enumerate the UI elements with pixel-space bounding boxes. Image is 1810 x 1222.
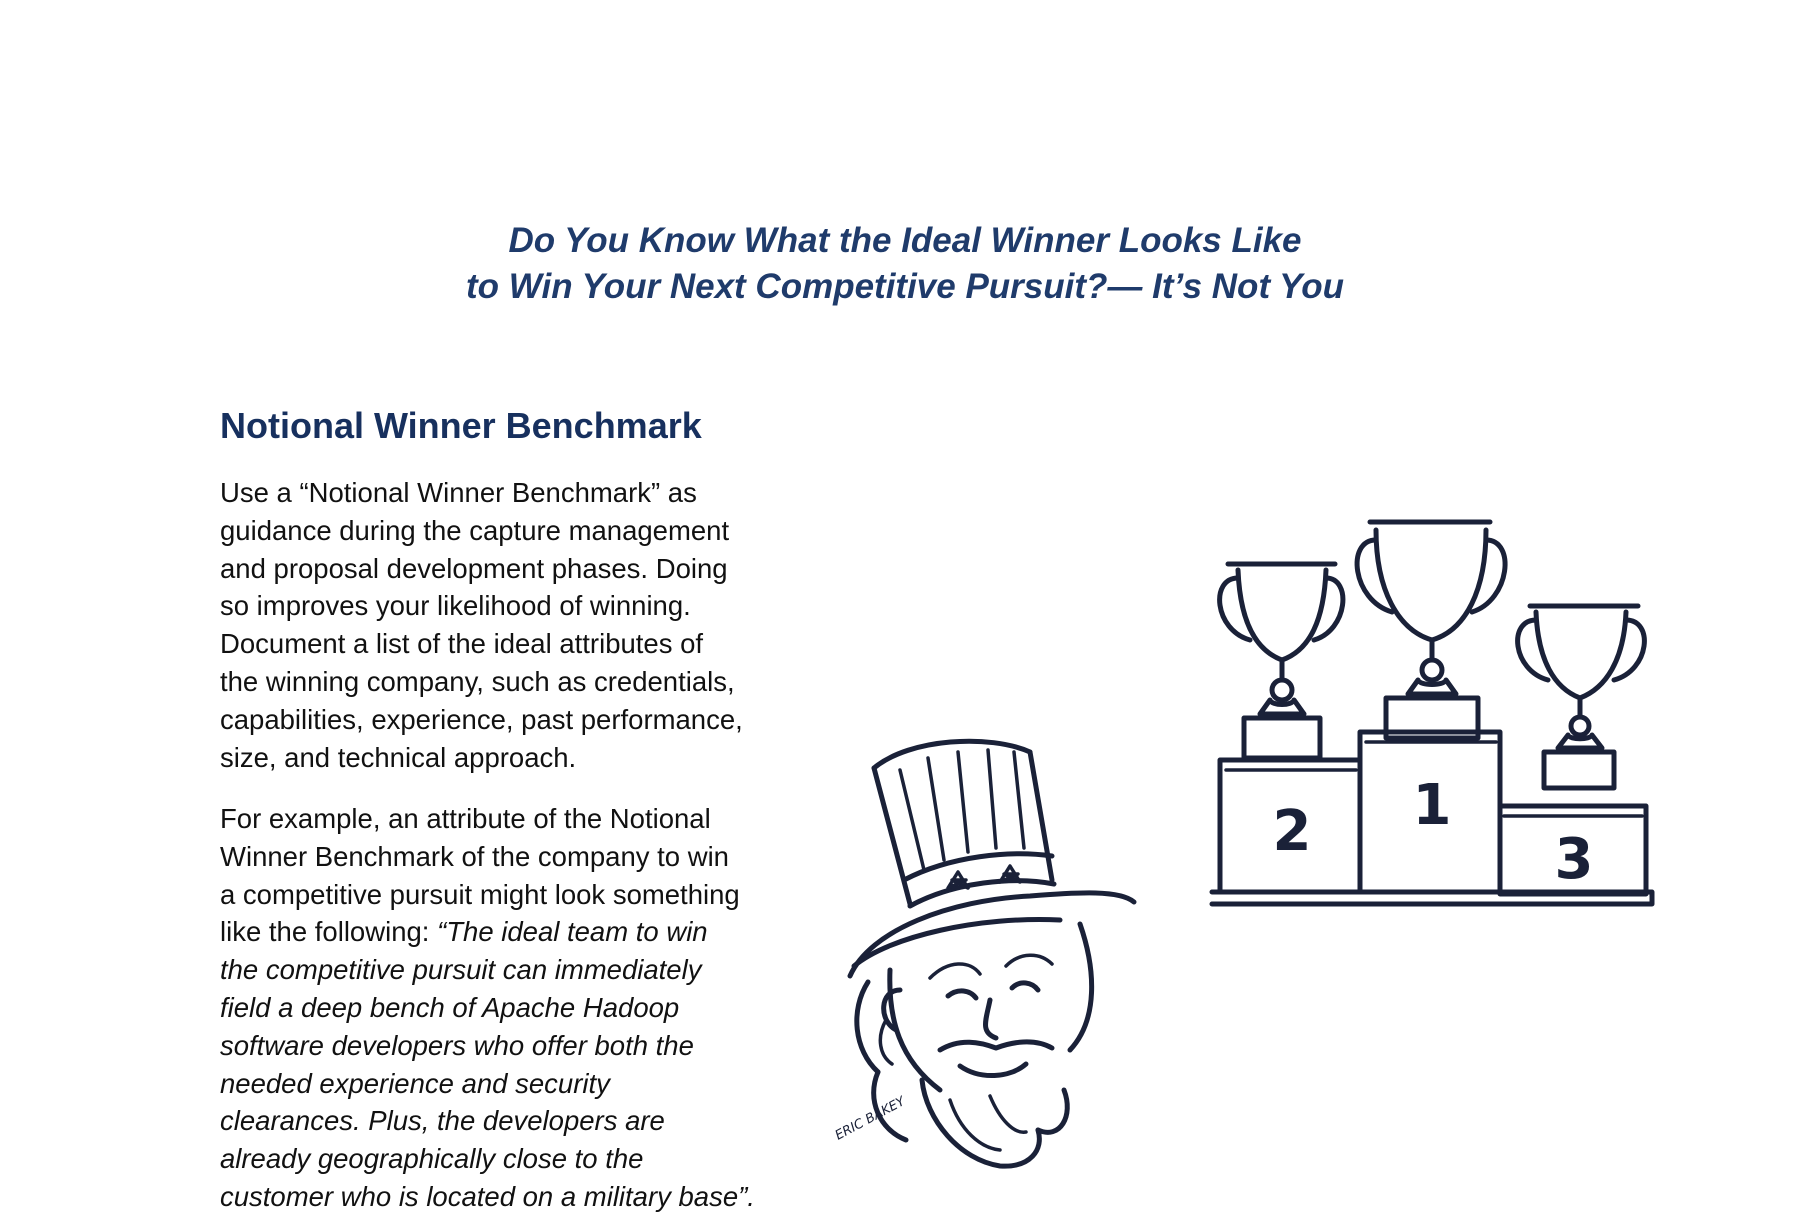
page-title — [0, 218, 1810, 310]
quote-line: customer who is located on a military base”. — [220, 1180, 755, 1212]
paragraph-1-line: Use a “Notional Winner Benchmark” as — [220, 477, 697, 508]
paragraph-1-line: and proposal development phases. Doing — [220, 552, 728, 584]
podium-number-1: 1 — [1412, 773, 1452, 838]
paragraph-2-line: Winner Benchmark of the company to win — [220, 840, 729, 872]
paragraph-1 — [220, 474, 820, 776]
paragraph-1-line: capabilities, experience, past performance, — [220, 703, 743, 735]
paragraph-1-line: so improves your likelihood of winning. — [220, 590, 691, 622]
uncle-sam-illustration — [830, 720, 1160, 1190]
trophy-podium-illustration — [1200, 500, 1670, 920]
artist-signature: ERIC BAKEY — [832, 1094, 908, 1144]
trophy-icon — [1357, 522, 1505, 738]
trophy-icon — [1518, 606, 1645, 788]
page-title-line-1: Do You Know What the Ideal Winner Looks Like — [508, 221, 1302, 260]
trophy-icon — [1220, 564, 1343, 758]
paragraph-2-line: a competitive pursuit might look something — [220, 878, 740, 910]
quote-line: software developers who offer both the — [220, 1029, 694, 1061]
quote-start: “The ideal team to win — [437, 916, 708, 948]
paragraph-2-line: For example, an attribute of the Notional — [220, 803, 711, 834]
paragraph-1-line: Document a list of the ideal attributes of — [220, 628, 704, 660]
podium-number-2: 2 — [1272, 799, 1312, 864]
quote-line: field a deep bench of Apache Hadoop — [220, 991, 680, 1023]
paragraph-2 — [220, 800, 820, 1216]
quote-line: the competitive pursuit can immediately — [220, 954, 702, 986]
paragraph-1-line: size, and technical approach. — [220, 741, 577, 773]
paragraph-2-prefix: like the following: — [220, 916, 438, 948]
page-title-line-2: to Win Your Next Competitive Pursuit?— It’s Not You — [466, 267, 1344, 306]
podium-number-3: 3 — [1554, 827, 1594, 892]
quote-line: clearances. Plus, the developers are — [220, 1105, 665, 1137]
paragraph-1-line: guidance during the capture management — [220, 514, 730, 546]
paragraph-2-mixed-line — [220, 913, 820, 951]
paragraph-1-line: the winning company, such as credentials, — [220, 665, 735, 697]
quote-line: needed experience and security — [220, 1067, 610, 1099]
section-heading: Notional Winner Benchmark — [220, 405, 702, 446]
quote-line: already geographically close to the — [220, 1143, 644, 1175]
